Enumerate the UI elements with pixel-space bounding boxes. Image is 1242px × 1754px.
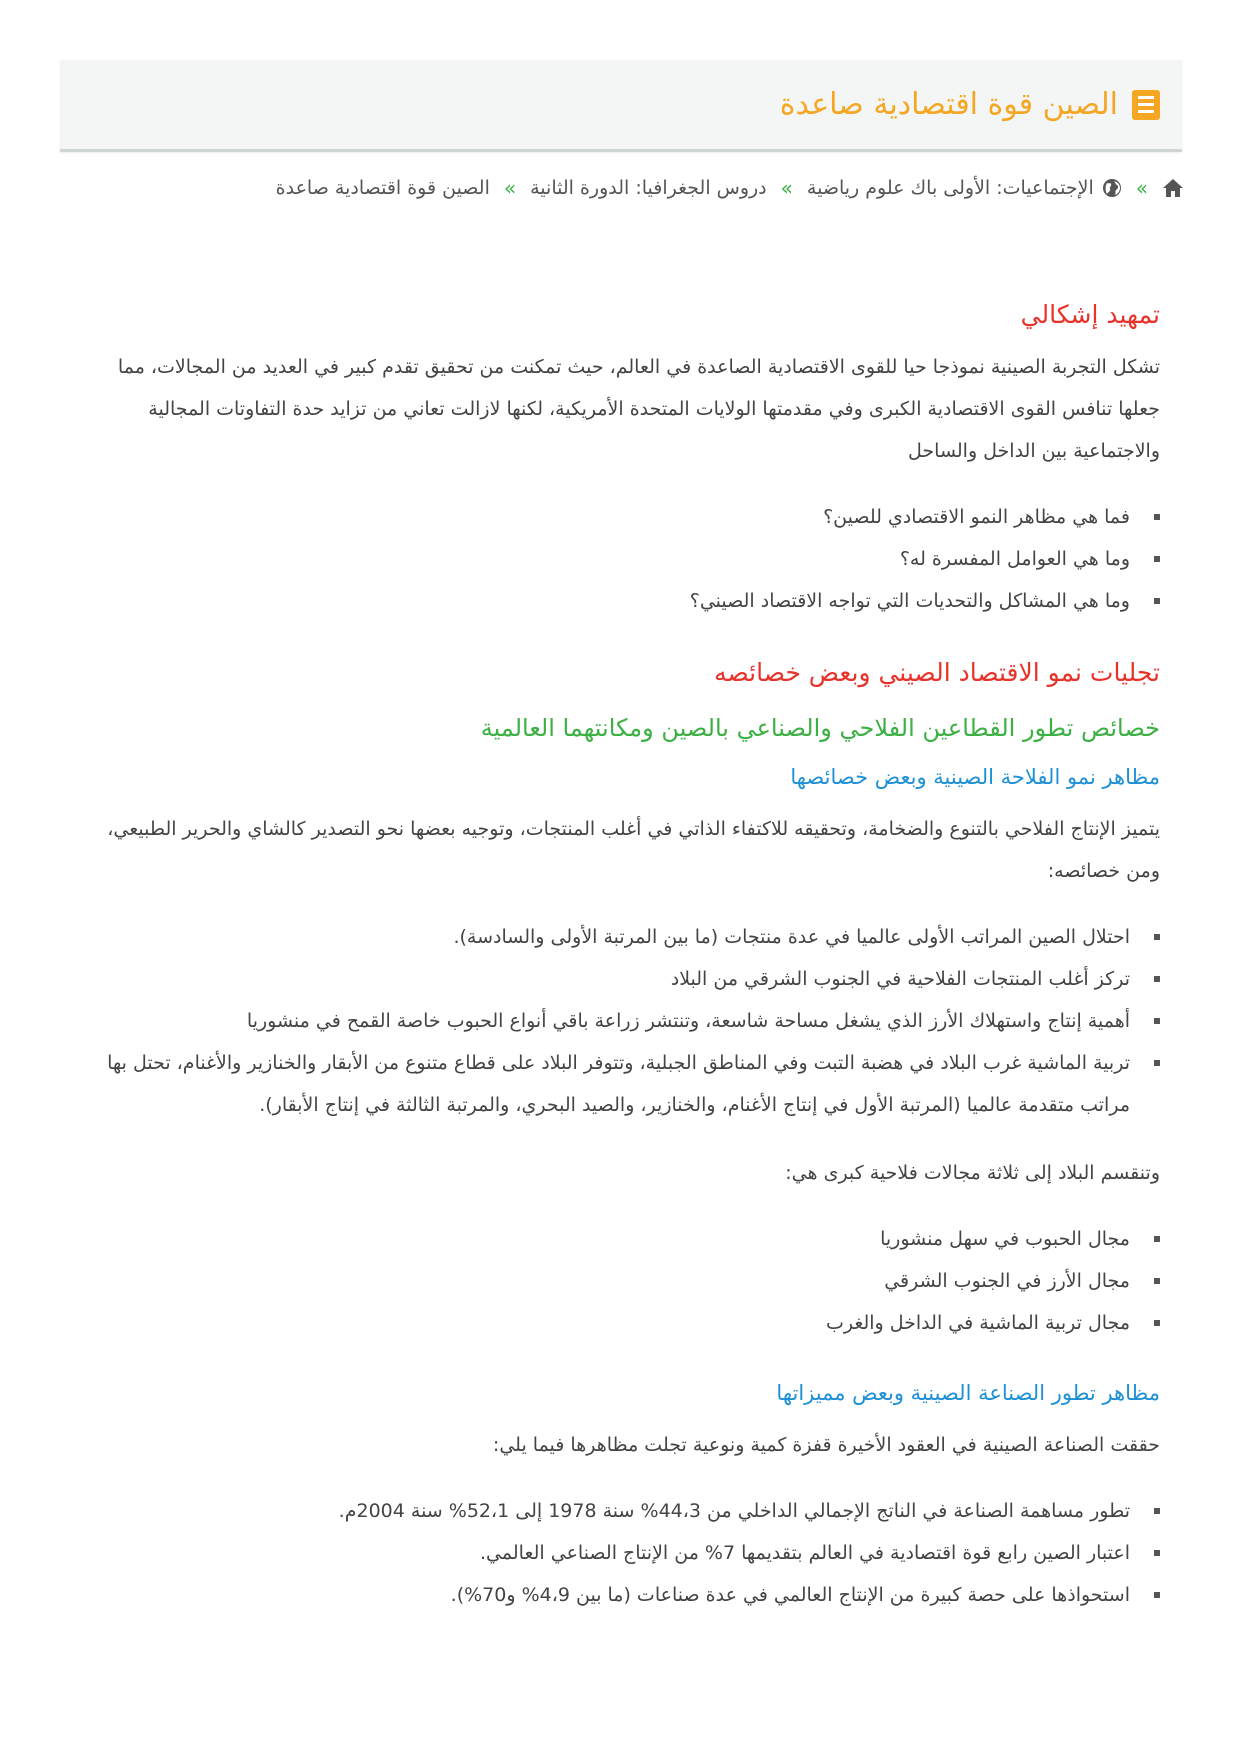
breadcrumb: [276, 176, 1184, 200]
list-item: تربية الماشية غرب البلاد في هضبة التبت وفي المناطق الجبلية، وتتوفر البلاد على قطاع متنوع من الأبقار والخنازير والأغنام، تحتل بها مراتب متقدمة عالميا (المرتبة الأول في إنتاج الأغنام، والخنازير، والصيد البحري، والمرتبة الثالثة في إنتاج الأبقار).: [80, 1042, 1130, 1126]
intro-questions-list: [80, 496, 1160, 622]
agriculture-heading: مظاهر نمو الفلاحة الصينية وبعض خصائصها: [790, 765, 1160, 789]
list-item: وما هي العوامل المفسرة له؟: [80, 538, 1130, 580]
breadcrumb-item-current: الصين قوة اقتصادية صاعدة: [275, 177, 490, 199]
list-item: وما هي المشاكل والتحديات التي تواجه الاقتصاد الصيني؟: [80, 580, 1130, 622]
home-icon[interactable]: [1162, 178, 1184, 198]
breadcrumb-separator: »: [1135, 176, 1148, 200]
regions-paragraph: وتنقسم البلاد إلى ثلاثة مجالات فلاحية كبرى هي:: [785, 1162, 1160, 1184]
list-item: اعتبار الصين رابع قوة اقتصادية في العالم بتقديمها 7% من الإنتاج الصناعي العالمي.: [80, 1532, 1130, 1574]
article-content: [80, 290, 1160, 1642]
intro-paragraph: تشكل التجربة الصينية نموذجا حيا للقوى الاقتصادية الصاعدة في العالم، حيث تمكنت من تحقيق تقدم كبير في العديد من المجالات، مما جعلها تنافس القوى الاقتصادية الكبرى وفي مقدمتها الولايات المتحدة الأمريكية، لكنها لازالت تعاني من تزايد حدة التفاوتات المجالية والاجتماعية بين الداخل والساحل: [117, 356, 1160, 462]
breadcrumb-separator: »: [780, 176, 793, 200]
list-item: تركز أغلب المنتجات الفلاحية في الجنوب الشرقي من البلاد: [80, 958, 1130, 1000]
list-item: أهمية إنتاج واستهلاك الأرز الذي يشغل مساحة شاسعة، وتنتشر زراعة باقي أنواع الحبوب خاصة القمح في منشوريا: [80, 1000, 1130, 1042]
list-item: مجال الحبوب في سهل منشوريا: [80, 1218, 1130, 1260]
list-item: تطور مساهمة الصناعة في الناتج الإجمالي الداخلي من 44،3% سنة 1978 إلى 52،1% سنة 2004م.: [80, 1490, 1130, 1532]
industry-list: [80, 1490, 1160, 1616]
sectors-heading: خصائص تطور القطاعين الفلاحي والصناعي بالصين ومكانتهما العالمية: [480, 714, 1160, 742]
page-title: الصين قوة اقتصادية صاعدة: [779, 87, 1118, 122]
document-icon: [1132, 90, 1160, 120]
industry-heading: مظاهر تطور الصناعة الصينية وبعض مميزاتها: [776, 1381, 1160, 1405]
agriculture-paragraph: يتميز الإنتاج الفلاحي بالتنوع والضخامة، وتحقيقه للاكتفاء الذاتي في أغلب المنتجات، وتوجيه بعضها نحو التصدير كالشاي والحرير الطبيعي، ومن خصائصه:: [107, 818, 1160, 882]
breadcrumb-separator: »: [503, 176, 517, 200]
page-header: [60, 60, 1182, 152]
intro-heading: تمهيد إشكالي: [1020, 300, 1160, 329]
regions-list: [80, 1218, 1160, 1344]
growth-heading: تجليات نمو الاقتصاد الصيني وبعض خصائصه: [714, 658, 1160, 687]
list-item: فما هي مظاهر النمو الاقتصادي للصين؟: [80, 496, 1130, 538]
globe-icon: [1102, 178, 1122, 198]
list-item: احتلال الصين المراتب الأولى عالميا في عدة منتجات (ما بين المرتبة الأولى والسادسة).: [80, 916, 1130, 958]
list-item: مجال الأرز في الجنوب الشرقي: [80, 1260, 1130, 1302]
industry-paragraph: حققت الصناعة الصينية في العقود الأخيرة قفزة كمية ونوعية تجلت مظاهرها فيما يلي:: [492, 1434, 1160, 1456]
breadcrumb-item-lessons[interactable]: دروس الجغرافيا: الدورة الثانية: [530, 177, 767, 199]
list-item: استحواذها على حصة كبيرة من الإنتاج العالمي في عدة صناعات (ما بين 4،9% و70%).: [80, 1574, 1130, 1616]
breadcrumb-item-course[interactable]: الإجتماعيات: الأولى باك علوم رياضية: [806, 177, 1094, 199]
list-item: مجال تربية الماشية في الداخل والغرب: [80, 1302, 1130, 1344]
agriculture-list: [80, 916, 1160, 1126]
